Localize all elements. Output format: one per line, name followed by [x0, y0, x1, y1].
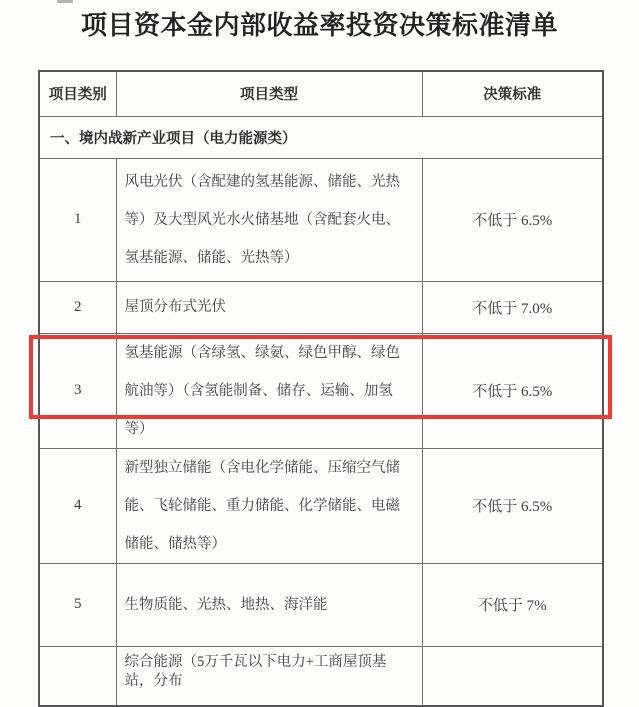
column-header-standard: 决策标准 — [422, 71, 603, 116]
row-standard: 不低于 7% — [422, 563, 603, 646]
column-header-category: 项目类别 — [39, 71, 116, 116]
row-category: 3 — [39, 333, 116, 448]
scan-artifact — [57, 0, 73, 3]
page-title: 项目资本金内部收益率投资决策标准清单 — [80, 11, 558, 40]
table-row — [39, 448, 603, 563]
row-standard: 不低于 6.5% — [422, 333, 603, 448]
row-category: 4 — [39, 448, 116, 563]
row-standard: 不低于 6.5% — [422, 448, 603, 563]
row-type: 屋顶分布式光伏 — [116, 281, 422, 333]
table-row — [39, 158, 603, 281]
table-header-row — [39, 71, 603, 116]
section-header-row — [39, 116, 603, 158]
row-category: 5 — [39, 563, 116, 646]
row-type: 氢基能源（含绿氢、绿氨、绿色甲醇、绿色航油等）（含氢能制备、储存、运输、加氢等） — [116, 333, 422, 448]
row-type: 新型独立储能（含电化学储能、压缩空气储能、飞轮储能、重力储能、化学储能、电磁储能、储热等） — [116, 448, 422, 563]
row-category: 2 — [39, 281, 116, 333]
row-category — [39, 646, 116, 706]
table-row — [39, 281, 603, 333]
column-header-type: 项目类型 — [116, 71, 422, 116]
row-category: 1 — [39, 158, 116, 281]
table-row-highlighted — [39, 333, 603, 448]
table-row — [39, 563, 603, 646]
row-type: 风电光伏（含配建的氢基能源、储能、光热等）及大型风光水火储基地（含配套火电、氢基能源、储能、光热等） — [116, 158, 422, 281]
row-standard — [422, 646, 603, 706]
decision-standard-table — [38, 70, 604, 707]
row-standard: 不低于 6.5% — [422, 158, 603, 281]
table-row-clipped — [39, 646, 603, 706]
row-standard: 不低于 7.0% — [422, 281, 603, 333]
row-type: 生物质能、光热、地热、海洋能 — [116, 563, 422, 646]
section-header-label: 一、境内战新产业项目（电力能源类） — [39, 116, 603, 158]
row-type: 综合能源（5万千瓦以下电力+工商屋顶基站，分布 — [116, 646, 422, 706]
